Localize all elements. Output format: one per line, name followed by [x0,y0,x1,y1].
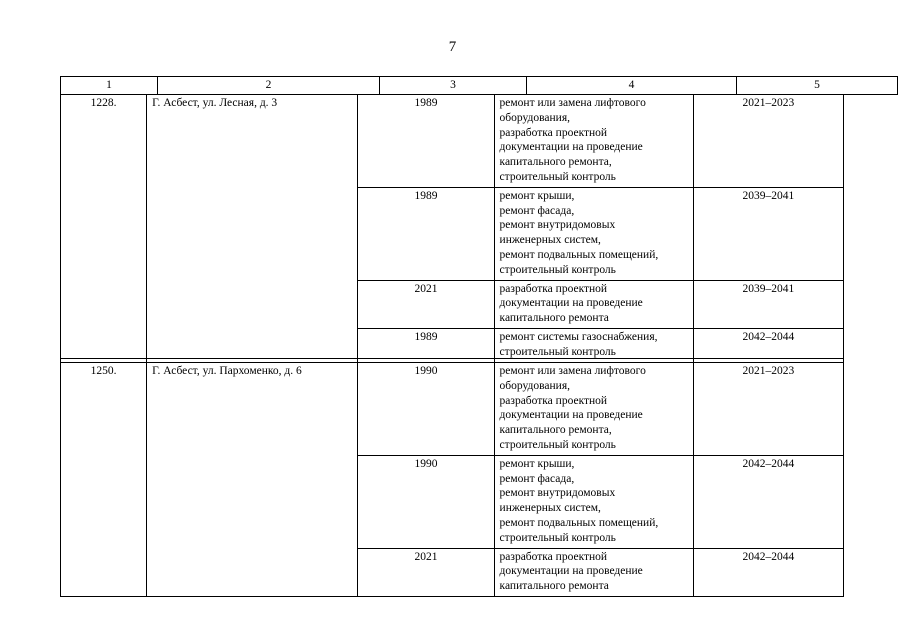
work-types: разработка проектной документации на проведение капитального ремонта [494,280,693,328]
repair-period: 2039–2041 [693,187,843,280]
building-address: Г. Асбест, ул. Лесная, д. 3 [147,95,358,363]
commission-year: 1989 [358,95,494,188]
work-types: ремонт крыши, ремонт фасада, ремонт внутридомовых инженерных систем, ремонт подвальных помещений, строительный контроль [494,187,693,280]
table-row [61,363,844,456]
work-types: ремонт системы газоснабжения, строительный контроль [494,328,693,362]
work-types: ремонт или замена лифтового оборудования, разработка проектной документации на проведение капитального ремонта, строительный контроль [494,363,693,456]
commission-year: 1989 [358,328,494,362]
header-col-1: 1 [61,77,158,95]
building-number: 1250. [61,363,147,597]
repair-period: 2042–2044 [693,548,843,596]
table-row [61,95,844,188]
table-divider [60,358,844,359]
header-col-2: 2 [158,77,380,95]
header-col-4: 4 [527,77,737,95]
table-header [60,76,898,95]
repair-period: 2042–2044 [693,328,843,362]
page-number: 7 [448,39,457,55]
commission-year: 2021 [358,280,494,328]
header-col-5: 5 [737,77,898,95]
header-col-3: 3 [380,77,527,95]
commission-year: 1989 [358,187,494,280]
repair-period: 2042–2044 [693,455,843,548]
repair-period: 2039–2041 [693,280,843,328]
building-block [60,94,844,363]
repair-period: 2021–2023 [693,363,843,456]
building-address: Г. Асбест, ул. Пархоменко, д. 6 [147,363,358,597]
header-row [61,77,898,95]
building-block [60,362,844,597]
commission-year: 1990 [358,363,494,456]
work-types: ремонт или замена лифтового оборудования, разработка проектной документации на проведение капитального ремонта, строительный контроль [494,95,693,188]
building-number: 1228. [61,95,147,363]
commission-year: 1990 [358,455,494,548]
work-types: разработка проектной документации на проведение капитального ремонта [494,548,693,596]
work-types: ремонт крыши, ремонт фасада, ремонт внутридомовых инженерных систем, ремонт подвальных помещений, строительный контроль [494,455,693,548]
commission-year: 2021 [358,548,494,596]
repair-period: 2021–2023 [693,95,843,188]
